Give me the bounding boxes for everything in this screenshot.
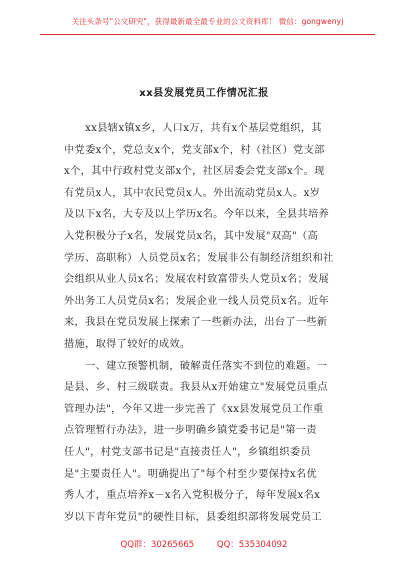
- document-title: xx县发展党员工作情况汇报: [139, 88, 269, 99]
- document-body: [64, 118, 352, 528]
- body-line: 中党委x个，党总支x个，党支部x个，村（社区）党支部: [64, 144, 325, 156]
- body-line: 措施，取得了较好的成效。: [64, 338, 191, 350]
- body-line: 管理办法"，今年又进一步完善了《xx县发展党员工作重: [64, 403, 324, 415]
- body-line: xx县辖x镇x乡，人口x万，共有x个基层党组织，其: [64, 123, 322, 134]
- body-line: x个，其中行政村党支部x个，社区居委会党支部x个。现: [64, 166, 325, 178]
- body-line: 外出务工人员党员x名；发展企业一线人员党员x名。近年: [64, 295, 330, 307]
- body-line: 会组织从业人员x名；发展农村致富带头人党员x名；发展: [64, 274, 330, 286]
- body-line: 任人"，村党支部书记是"直接责任人"，乡镇组织委员: [64, 446, 311, 458]
- body-line: 是"主要责任人"。明确提出了"每个村至少要保持x名优: [64, 468, 318, 480]
- footer-qq: QQ：535304092: [216, 540, 288, 550]
- body-line: 有党员x人，其中农民党员x人。外出流动党员x人。x岁: [64, 187, 321, 199]
- body-line: 及以下x名，大专及以上学历x名。今年以来，全县共培养: [64, 209, 330, 221]
- header-banner: 关注头条号"公文研究"，获得最新最全最专业的公文资料库！ 微信：gongwenyj: [71, 17, 344, 26]
- footer-contact: [0, 538, 408, 550]
- body-line: 一、建立预警机制，破解责任落实不到位的难题。一: [64, 360, 328, 372]
- header-divider: [40, 34, 375, 35]
- body-line: 来，我县在党员发展上探索了一些新办法，出台了一些新: [64, 317, 328, 329]
- body-line: 岁以下青年党员"的硬性目标，县委组织部将发展党员工: [64, 511, 322, 523]
- body-line: 入党积极分子x名，发展党员x名，其中发展"双高"（高: [64, 230, 319, 242]
- body-line: 秀人才，重点培养x－x名入党积极分子，每年发展x名x: [64, 490, 321, 502]
- body-line: 点管理暂行办法》，进一步明确乡镇党委书记是"第一责: [64, 425, 317, 437]
- body-line: 是县、乡、村三级联责。我县从x开始建立"发展党员重点: [64, 382, 329, 394]
- footer-qq-group: QQ群：30265665: [120, 540, 195, 550]
- body-line: 学历、高职称）人员党员x名；发展非公有制经济组织和社: [64, 252, 334, 264]
